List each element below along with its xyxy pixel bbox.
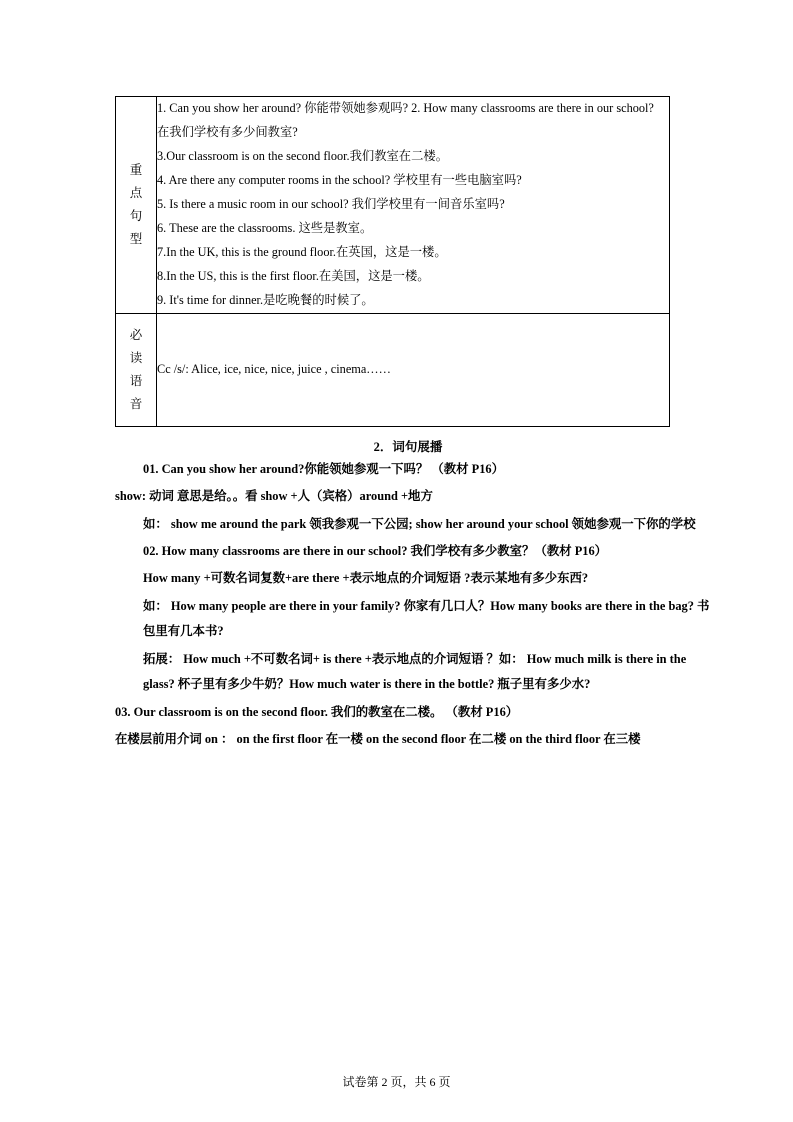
body-item-3: 如： show me around the park 领我参观一下公园; show her around your school 领她参观一下你的学校: [143, 516, 696, 531]
row-label-phonics: 必 读 语 音: [116, 313, 157, 426]
body-item-7: 拓展： How much +不可数名词+ is there +表示地点的介词短语 ？如： How much milk is there in the glass? 杯子里有多少牛奶？How much water is there in the bottle? 瓶子里有多少水?: [143, 651, 687, 692]
body-item-2: show: 动词 意思是给。。看 show +人（宾格）around +地方: [115, 489, 433, 504]
body-item-4: 02. How many classrooms are there in our school? 我们学校有多少教室？（教材 P16）: [143, 543, 608, 558]
phonics-content: [157, 313, 670, 426]
sentence-line: 6. These are the classrooms. 这些是教室。: [157, 220, 373, 235]
sentence-line: 9. It's time for dinner.是吃晚餐的时候了。: [157, 292, 374, 307]
sentence-line: 3.Our classroom is on the second floor.我们教室在二楼。: [157, 148, 448, 163]
body-item-1: 01. Can you show her around?你能领她参观一下吗？ （教材 P16）: [143, 461, 504, 476]
body-item-8: 03. Our classroom is on the second floor. 我们的教室在二楼。 （教材 P16）: [115, 704, 519, 719]
body-item-9: 在楼层前用介词 on ： on the first floor 在一楼 on the second floor 在二楼 on the third floor 在三楼: [115, 731, 641, 746]
key-sentences-content: [157, 97, 670, 314]
table-row: [116, 313, 670, 426]
page-footer: 试卷第 2 页，共 6 页: [342, 1075, 451, 1089]
sentence-line: 5. Is there a music room in our school? 我们学校里有一间音乐室吗?: [157, 196, 505, 211]
sentence-line: 7.In the UK, this is the ground floor.在英国，这是一楼。: [157, 244, 447, 259]
key-points-table: [115, 96, 670, 427]
phonics-line: Cc /s/: Alice, ice, nice, nice, juice , cinema……: [157, 362, 391, 377]
table-row: [116, 97, 670, 314]
body-item-6: 如： How many people are there in your family? 你家有几口人？How many books are there in the bag? 书包里有几本书?: [143, 598, 710, 639]
row-label-key-sentences: 重 点 句 型: [116, 97, 157, 314]
section-title: 2．词句展播: [373, 439, 443, 454]
sentence-line: 4. Are there any computer rooms in the school? 学校里有一些电脑室吗?: [157, 172, 522, 187]
sentence-line: 8.In the US, this is the first floor.在美国，这是一楼。: [157, 268, 430, 283]
body-item-5: How many +可数名词复数+are there +表示地点的介词短语 ?表示某地有多少东西?: [143, 571, 589, 586]
sentence-line: 1. Can you show her around? 你能带领她参观吗? 2. How many classrooms are there in our school? 在我们学校有多少间教室?: [157, 101, 654, 139]
